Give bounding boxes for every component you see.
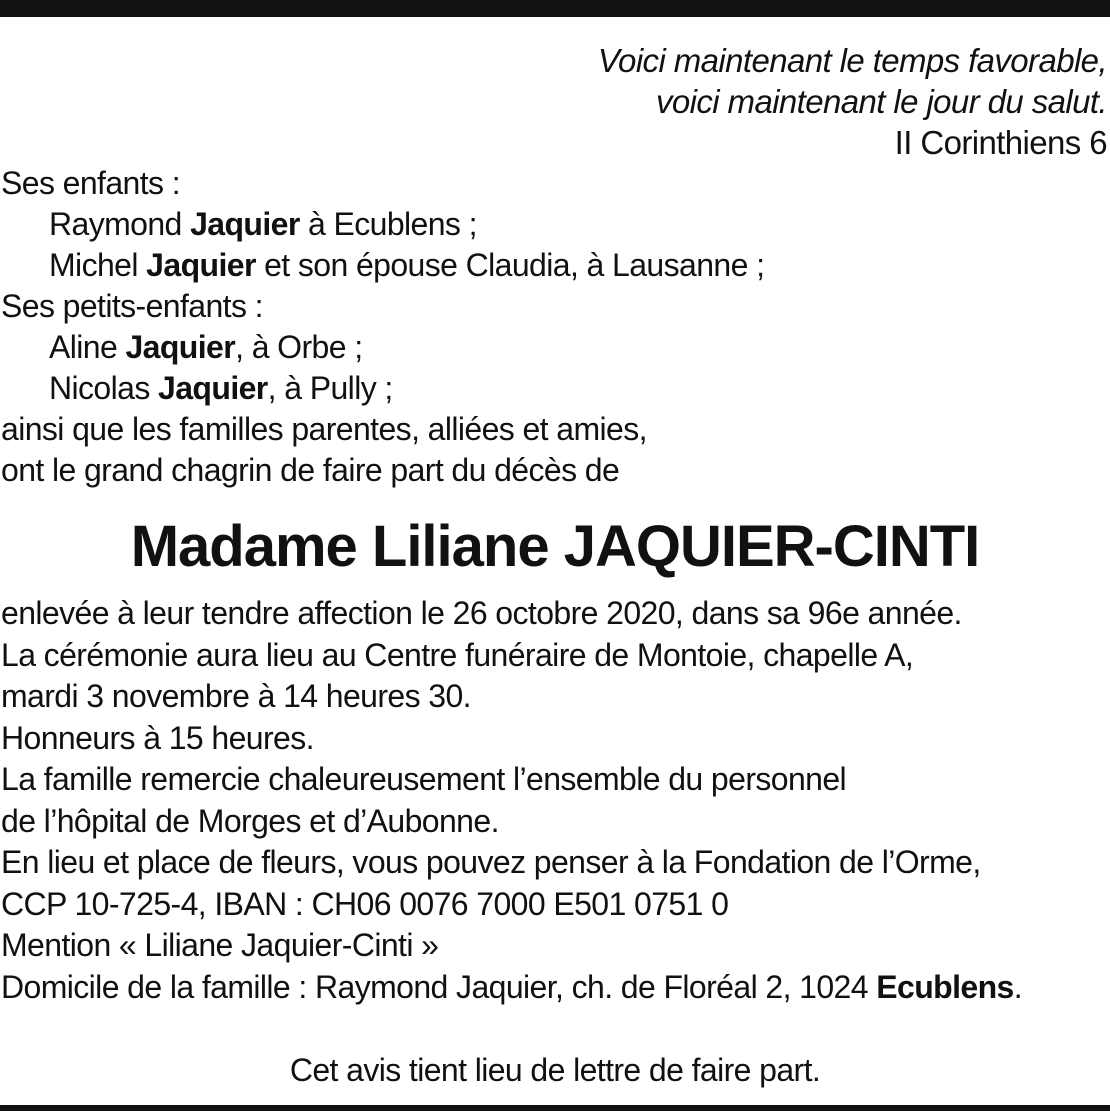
grandchild-detail: , à Pully ; [267, 370, 393, 406]
deceased-name: Madame Liliane JAQUIER-CINTI [130, 514, 980, 579]
detail-line: mardi 3 novembre à 14 heures 30. [1, 678, 471, 714]
domicile-prefix: Domicile de la famille : Raymond Jaquier, ch. de Floréal 2, 1024 [1, 968, 877, 1005]
grandchild-entry [1, 368, 1106, 409]
grandchild-first-name: Nicolas [49, 370, 150, 406]
bottom-rule [0, 1105, 1110, 1111]
epigraph-line-2: voici maintenant le jour du salut. [655, 83, 1107, 120]
detail-line: enlevée à leur tendre affection le 26 octobre 2020, dans sa 96e année. [1, 595, 962, 631]
detail-line: de l’hôpital de Morges et d’Aubonne. [1, 802, 499, 839]
child-detail: et son épouse Claudia, à Lausanne ; [255, 247, 765, 283]
child-last-name: Jaquier [146, 247, 256, 283]
epigraph-reference: II Corinthiens 6 [894, 124, 1107, 161]
grandchild-entry [1, 327, 1106, 368]
grandchild-last-name: Jaquier [158, 370, 268, 406]
grandchild-first-name: Aline [49, 329, 118, 365]
detail-line: La cérémonie aura lieu au Centre funéraire de Montoie, chapelle A, [1, 636, 914, 673]
detail-line: En lieu et place de fleurs, vous pouvez penser à la Fondation de l’Orme, [1, 844, 981, 880]
child-first-name: Raymond [49, 206, 182, 242]
child-last-name: Jaquier [190, 206, 300, 242]
details-section [1, 593, 1106, 1008]
epigraph-line-1: Voici maintenant le temps favorable, [597, 42, 1107, 79]
closing-line-1: ainsi que les familles parentes, alliées et amies, [1, 411, 647, 447]
family-section [1, 163, 1106, 491]
domicile-line [1, 967, 1106, 1009]
children-heading: Ses enfants : [1, 165, 180, 201]
epigraph [598, 40, 1107, 163]
grandchild-last-name: Jaquier [125, 329, 236, 365]
child-first-name: Michel [49, 247, 138, 283]
detail-line: Honneurs à 15 heures. [1, 719, 314, 756]
grandchild-detail: , à Orbe ; [235, 329, 363, 365]
footer-note: Cet avis tient lieu de lettre de faire part. [289, 1052, 821, 1088]
child-entry [1, 204, 1106, 245]
closing-line-2: ont le grand chagrin de faire part du décès de [1, 452, 620, 488]
detail-line: La famille remercie chaleureusement l’ensemble du personnel [1, 761, 847, 797]
grandchildren-heading: Ses petits-enfants : [1, 288, 263, 324]
child-entry [1, 245, 1106, 286]
child-detail: à Ecublens ; [299, 206, 477, 242]
detail-line: CCP 10-725-4, IBAN : CH06 0076 7000 E501 0751 0 [1, 885, 729, 922]
detail-line: Mention « Liliane Jaquier-Cinti » [1, 927, 439, 963]
domicile-suffix: . [1013, 968, 1023, 1005]
top-rule [0, 0, 1110, 17]
domicile-town: Ecublens [876, 968, 1014, 1005]
